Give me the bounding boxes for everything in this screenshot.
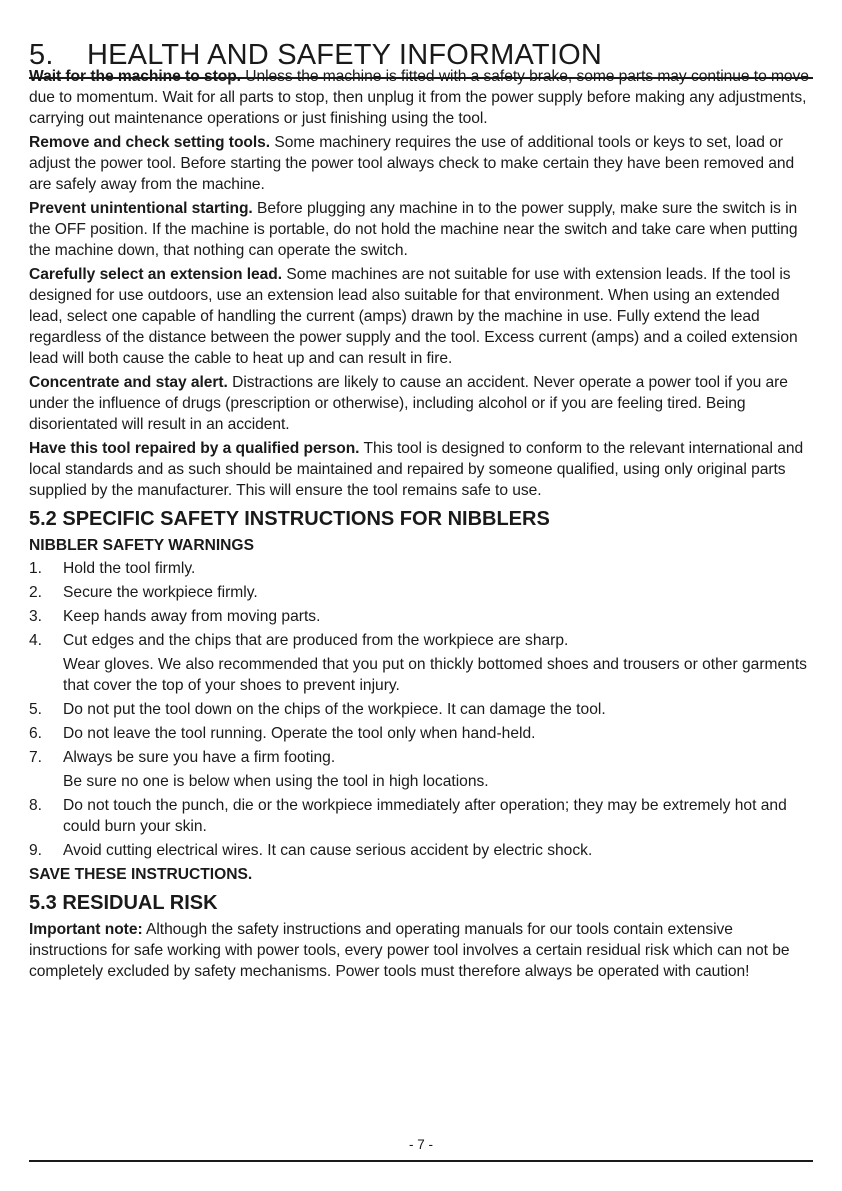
item-number: 2.: [29, 584, 43, 601]
rule-text: Distractions are likely to cause an accident. Never operate a power tool if you are under the influence of drugs (prescription or otherwise), including alcohol or if you are feeling tired. Being disorientated will result in an accident.: [29, 374, 788, 433]
rule-heading: Concentrate and stay alert.: [29, 374, 228, 391]
rule-extension-lead: [29, 264, 815, 369]
save-instructions-note: SAVE THESE INSTRUCTIONS.: [29, 866, 253, 883]
rule-prevent-starting: [29, 198, 815, 261]
page-number: - 7 -: [408, 1137, 433, 1152]
nibbler-warnings-heading: NIBBLER SAFETY WARNINGS: [29, 537, 254, 554]
rule-text: Some machinery requires the use of additional tools or keys to set, load or adjust the power tool. Before starting the power tool always check to make certain they have been removed and are safely away from the machine.: [29, 134, 795, 193]
list-item: [29, 723, 815, 744]
residual-risk-note: [29, 919, 815, 982]
item-text: Hold the tool firmly.: [63, 560, 196, 577]
rule-heading: Prevent unintentional starting.: [29, 200, 253, 217]
item-text: Always be sure you have a firm footing.: [63, 749, 336, 766]
section-5-3-heading: 5.3 RESIDUAL RISK: [29, 892, 218, 914]
rule-text: Before plugging any machine in to the power supply, make sure the switch is in the OFF position. If the machine is portable, do not hold the machine near the switch and take care when putting the machine down, that nothing can operate the switch.: [29, 200, 798, 259]
section-5-2-heading: 5.2 SPECIFIC SAFETY INSTRUCTIONS FOR NIBBLERS: [29, 508, 550, 530]
important-note-text: Although the safety instructions and operating manuals for our tools contain extensive instructions for safe working with power tools, every power tool involves a certain residual risk which can not be completely excluded by safety mechanisms. Power tools must therefore always be operated with caution!: [29, 921, 790, 980]
section-title: HEALTH AND SAFETY INFORMATION: [87, 39, 602, 72]
item-number: 5.: [29, 701, 43, 718]
list-item: [29, 582, 815, 603]
rule-heading: Carefully select an extension lead.: [29, 266, 283, 283]
list-item: [29, 795, 815, 837]
rule-heading: Have this tool repaired by a qualified person.: [29, 440, 360, 457]
item-text: Keep hands away from moving parts.: [63, 608, 321, 625]
item-number: 6.: [29, 725, 43, 742]
list-item: [29, 630, 815, 696]
rule-remove-setting-tools: [29, 132, 815, 195]
list-item: [29, 747, 815, 792]
manual-page: [29, 0, 813, 1191]
item-text: Secure the workpiece firmly.: [63, 584, 258, 601]
item-extra-text: Wear gloves. We also recommended that you put on thickly bottomed shoes and trousers or other garments that cover the top of your shoes to prevent injury.: [63, 656, 807, 694]
nibbler-warnings-list: [29, 558, 815, 861]
item-text: Do not leave the tool running. Operate the tool only when hand-held.: [63, 725, 536, 742]
rule-text: This tool is designed to conform to the relevant international and local standards and as such should be maintained and repaired by someone qualified, using only original parts supplied by the manufacturer. This will ensure the tool remains safe to use.: [29, 440, 804, 499]
list-item: [29, 699, 815, 720]
general-rules: [29, 66, 815, 501]
rule-heading: Remove and check setting tools.: [29, 134, 271, 151]
item-number: 3.: [29, 608, 43, 625]
item-number: 7.: [29, 749, 43, 766]
important-note-label: Important note:: [29, 921, 143, 938]
list-item: [29, 840, 815, 861]
item-extra-text: Be sure no one is below when using the tool in high locations.: [63, 773, 489, 790]
item-text: Avoid cutting electrical wires. It can cause serious accident by electric shock.: [63, 842, 593, 859]
list-item: [29, 606, 815, 627]
item-text: Do not put the tool down on the chips of the workpiece. It can damage the tool.: [63, 701, 606, 718]
item-number: 9.: [29, 842, 43, 859]
page-body: [29, 66, 815, 985]
section-number: 5.: [29, 39, 54, 72]
item-number: 4.: [29, 632, 43, 649]
rule-text: Some machines are not suitable for use with extension leads. If the tool is designed for use outdoors, use an extension lead also suitable for that environment. When using an extended lead, select one capable of handling the current (amps) drawn by the machine in use. Fully extend the lead regardless of the distance between the power supply and the tool. Excess current (amps) and a coiled extension lead will both cause the cable to heat up and can result in fire.: [29, 266, 798, 367]
list-item: [29, 558, 815, 579]
rule-qualified-repair: [29, 438, 815, 501]
footer-divider: [29, 1160, 813, 1162]
rule-heading: Wait for the machine to stop.: [29, 68, 241, 85]
rule-stay-alert: [29, 372, 815, 435]
rule-text: Unless the machine is fitted with a safety brake, some parts may continue to move due to momentum. Wait for all parts to stop, then unplug it from the power supply before making any adjustments, carrying out maintenance operations or just finishing using the tool.: [29, 68, 809, 127]
item-text: Cut edges and the chips that are produced from the workpiece are sharp.: [63, 632, 569, 649]
item-number: 1.: [29, 560, 43, 577]
rule-wait-for-stop: [29, 66, 815, 129]
item-number: 8.: [29, 797, 43, 814]
item-text: Do not touch the punch, die or the workpiece immediately after operation; they may be extremely hot and could burn your skin.: [63, 797, 787, 835]
